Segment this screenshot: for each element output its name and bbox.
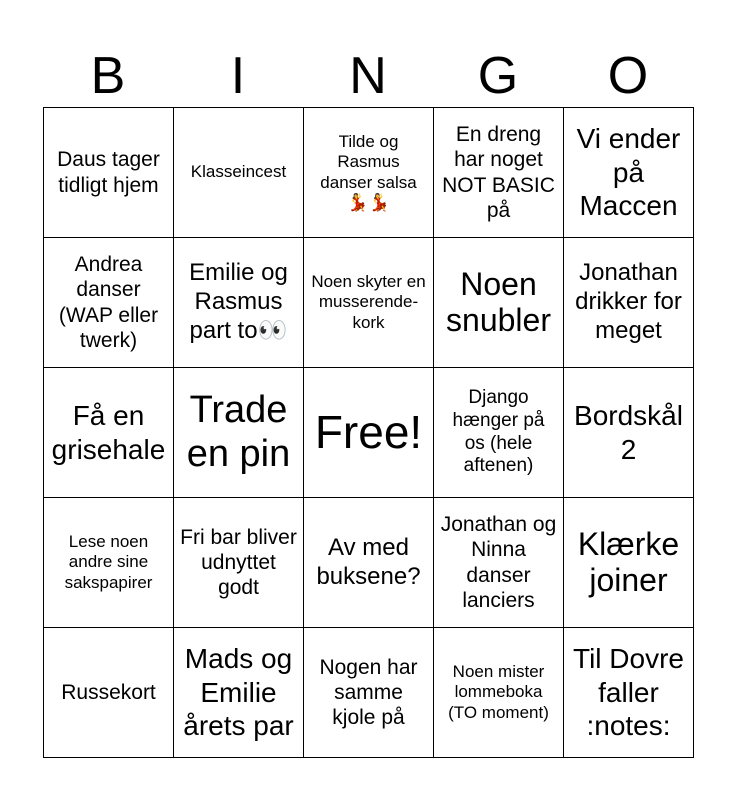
bingo-cell-r3-c5[interactable]: Bordskål 2 [564,368,694,498]
bingo-cell-r4-c4[interactable]: Jonathan og Ninna danser lanciers [434,498,564,628]
header-letter-n: N [349,47,387,105]
bingo-cell-r5-c1[interactable]: Russekort [44,628,174,758]
bingo-cell-r1-c5[interactable]: Vi ender på Maccen [564,108,694,238]
header-letter-b: B [90,47,126,105]
bingo-cell-r5-c5[interactable]: Til Dovre faller :notes: [564,628,694,758]
bingo-cell-r5-c3[interactable]: Nogen har samme kjole på [304,628,434,758]
header-letter-g: G [477,47,519,105]
bingo-cell-r3-c1[interactable]: Få en grisehale [44,368,174,498]
bingo-cell-free[interactable]: Free! [304,368,434,498]
bingo-board [43,107,694,758]
bingo-cell-r5-c4[interactable]: Noen mister lommeboka (TO moment) [434,628,564,758]
header-letter-i: I [230,47,246,105]
bingo-cell-r4-c2[interactable]: Fri bar bliver udnyttet godt [174,498,304,628]
bingo-cell-r3-c2[interactable]: Trade en pin [174,368,304,498]
bingo-cell-r1-c4[interactable]: En dreng har noget NOT BASIC på [434,108,564,238]
bingo-cell-r4-c3[interactable]: Av med buksene? [304,498,434,628]
bingo-cell-r1-c3[interactable]: Tilde og Rasmus danser salsa 💃💃 [304,108,434,238]
bingo-cell-r5-c2[interactable]: Mads og Emilie årets par [174,628,304,758]
bingo-cell-r2-c5[interactable]: Jonathan drikker for meget [564,238,694,368]
bingo-cell-r4-c1[interactable]: Lese noen andre sine sakspapirer [44,498,174,628]
bingo-cell-r2-c1[interactable]: Andrea danser (WAP eller twerk) [44,238,174,368]
bingo-cell-r2-c2[interactable]: Emilie og Rasmus part to👀 [174,238,304,368]
bingo-cell-r1-c1[interactable]: Daus tager tidligt hjem [44,108,174,238]
bingo-cell-r4-c5[interactable]: Klærke joiner [564,498,694,628]
bingo-cell-r2-c4[interactable]: Noen snubler [434,238,564,368]
bingo-cell-r1-c2[interactable]: Klasseincest [174,108,304,238]
header-letter-o: O [607,47,649,105]
bingo-cell-r2-c3[interactable]: Noen skyter en musserende-kork [304,238,434,368]
bingo-cell-r3-c4[interactable]: Django hænger på os (hele aftenen) [434,368,564,498]
bingo-header [43,40,693,108]
